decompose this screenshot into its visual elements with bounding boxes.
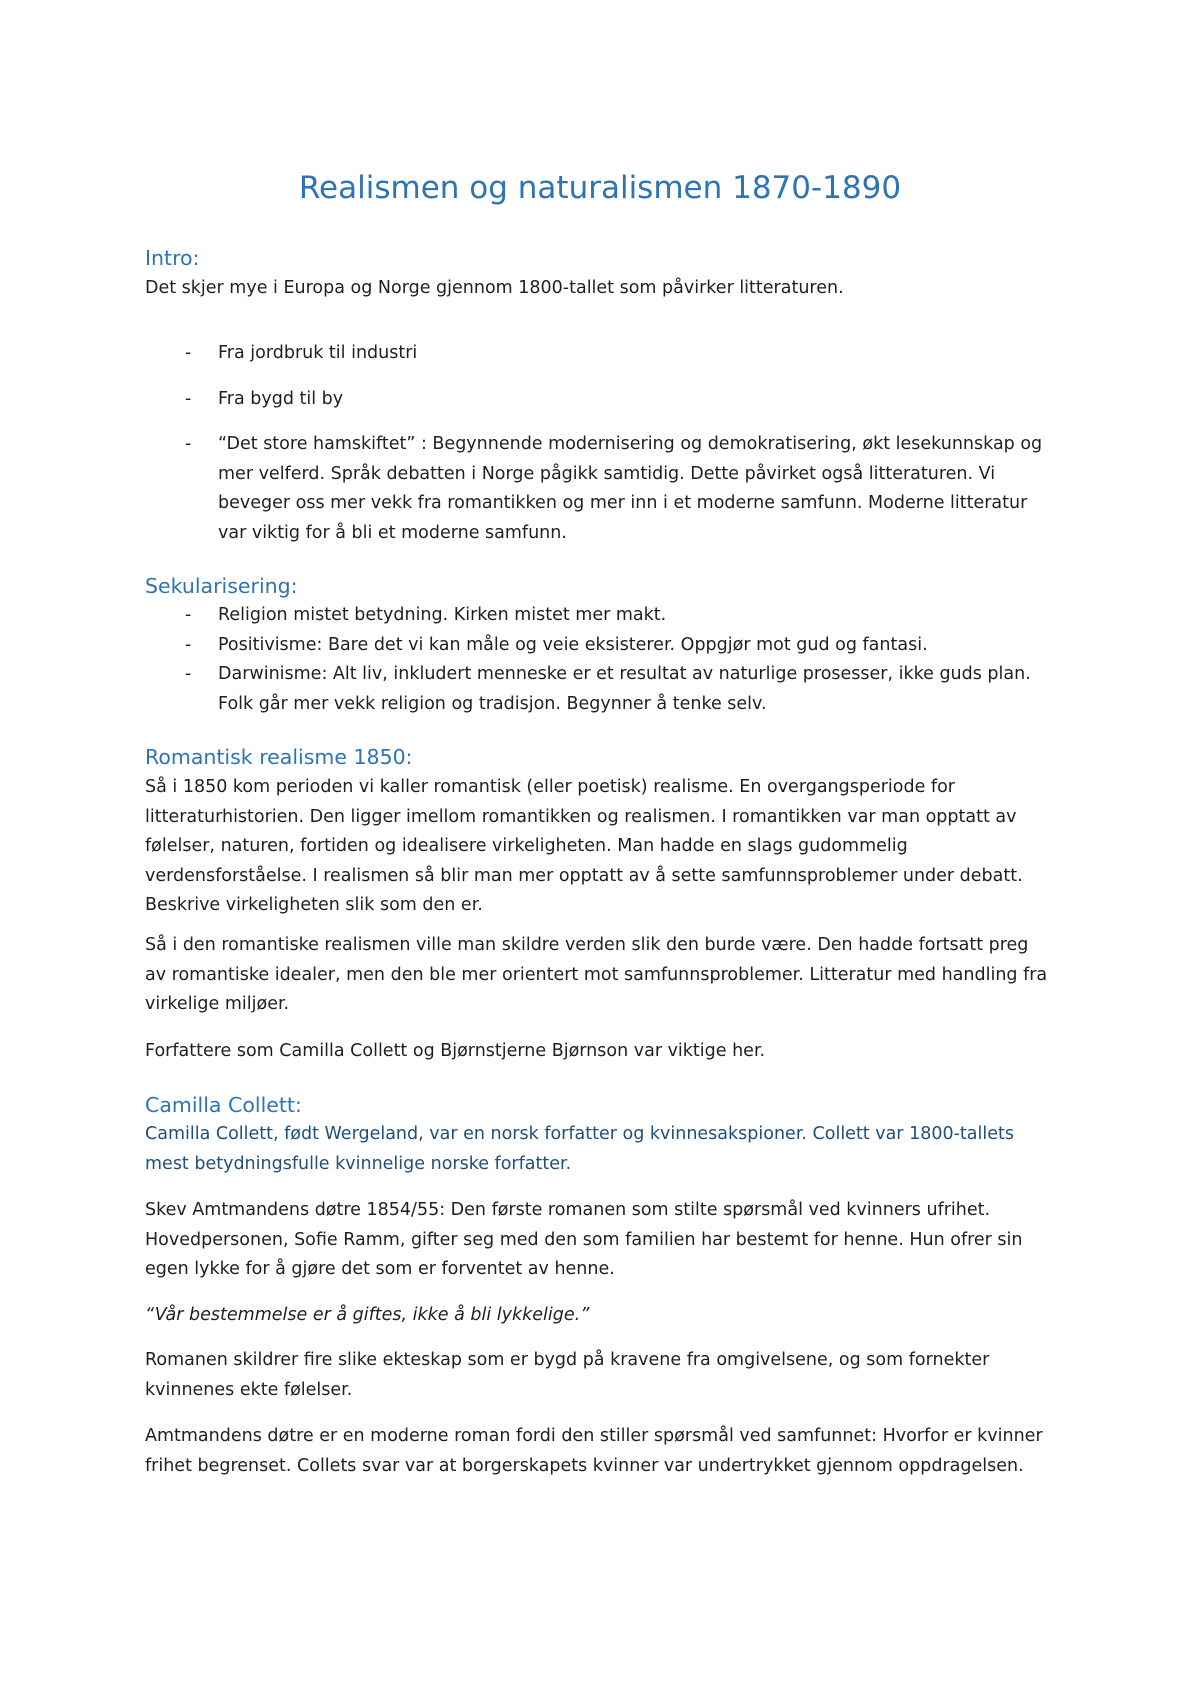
- dash-marker: -: [185, 664, 192, 684]
- list-item: [145, 601, 1055, 631]
- dash-marker: -: [185, 634, 192, 655]
- heading-intro: Intro:: [145, 246, 200, 270]
- collett-paragraph: Amtmandens døtre er en moderne roman fordi den stiller spørsmål ved samfunnet: Hvorfor er kvinner frihet begrenset. Collets svar var at borgerskapets kvinner var undertrykket gjennom oppdragelsen.: [145, 1426, 1043, 1476]
- dash-marker: -: [185, 388, 192, 409]
- list-item-text: Religion mistet betydning. Kirken mistet mer makt.: [218, 605, 667, 625]
- collett-paragraph: Skev Amtmandens døtre 1854/55: Den første romanen som stilte spørsmål ved kvinners ufrihet. Hovedpersonen, Sofie Ramm, gifter seg med den som familien har bestemt for henne. Hun ofrer sin egen lykke for å gjøre det som er forventet av henne.: [145, 1200, 1023, 1279]
- dash-marker: -: [185, 434, 192, 454]
- list-item-text: Darwinisme: Alt liv, inkludert menneske er et resultat av naturlige prosesser, ikke guds plan. Folk går mer vekk religion og tradisjon. Begynner å tenke selv.: [218, 664, 1031, 714]
- list-item-text: Fra jordbruk til industri: [218, 343, 418, 363]
- list-item: [145, 430, 1055, 548]
- collett-intro: Camilla Collett, født Wergeland, var en norsk forfatter og kvinnesakspioner. Collett var 1800-tallets mest betydningsfulle kvinnelige norske forfatter.: [145, 1124, 1014, 1174]
- romantisk-paragraph: Forfattere som Camilla Collett og Bjørnstjerne Bjørnson var viktige her.: [145, 1041, 766, 1061]
- list-item: [145, 339, 1055, 369]
- sekularisering-bullet-list: [145, 601, 1055, 719]
- list-item-text: “Det store hamskiftet” : Begynnende modernisering og demokratisering, økt lesekunnskap og mer velferd. Språk debatten i Norge pågikk samtidig. Dette påvirket også litteraturen. Vi beveger oss mer vekk fra romantikken og mer inn i et moderne samfunn. Moderne litteratur var viktig for å bli et moderne samfunn.: [218, 434, 1043, 543]
- collett-quote: “Vår bestemmelse er å giftes, ikke å bli lykkelige.”: [145, 1305, 590, 1325]
- dash-marker: -: [185, 343, 192, 363]
- heading-camilla-collett: Camilla Collett:: [145, 1093, 302, 1117]
- dash-marker: -: [185, 605, 192, 625]
- intro-paragraph: Det skjer mye i Europa og Norge gjennom 1800-tallet som påvirker litteraturen.: [145, 278, 844, 298]
- list-item-text: Fra bygd til by: [218, 388, 344, 409]
- heading-romantisk-realisme: Romantisk realisme 1850:: [145, 745, 413, 769]
- romantisk-paragraph: Så i den romantiske realismen ville man skildre verden slik den burde være. Den hadde fortsatt preg av romantiske idealer, men den ble mer orientert mot samfunnsproblemer. Litteratur med handling fra virkelige miljøer.: [145, 935, 1048, 1014]
- collett-paragraph: Romanen skildrer fire slike ekteskap som er bygd på kravene fra omgivelsene, og som fornekter kvinnenes ekte følelser.: [145, 1350, 990, 1400]
- heading-sekularisering: Sekularisering:: [145, 574, 298, 598]
- romantisk-paragraph: Så i 1850 kom perioden vi kaller romantisk (eller poetisk) realisme. En overgangsperiode for litteraturhistorien. Den ligger imellom romantikken og realismen. I romantikken var man opptatt av følelser, naturen, fortiden og idealisere virkeligheten. Man hadde en slags gudommelig verdensforståelse. I realismen så blir man mer opptatt av å sette samfunnsproblemer under debatt. Beskrive virkeligheten slik som den er.: [145, 777, 1023, 915]
- document-title: Realismen og naturalismen 1870-1890: [298, 170, 902, 206]
- list-item-text: Positivisme: Bare det vi kan måle og veie eksisterer. Oppgjør mot gud og fantasi.: [218, 634, 928, 655]
- intro-bullet-list: [145, 339, 1055, 548]
- list-item: [145, 631, 1055, 661]
- list-item: [145, 385, 1055, 415]
- list-item: [145, 660, 1055, 719]
